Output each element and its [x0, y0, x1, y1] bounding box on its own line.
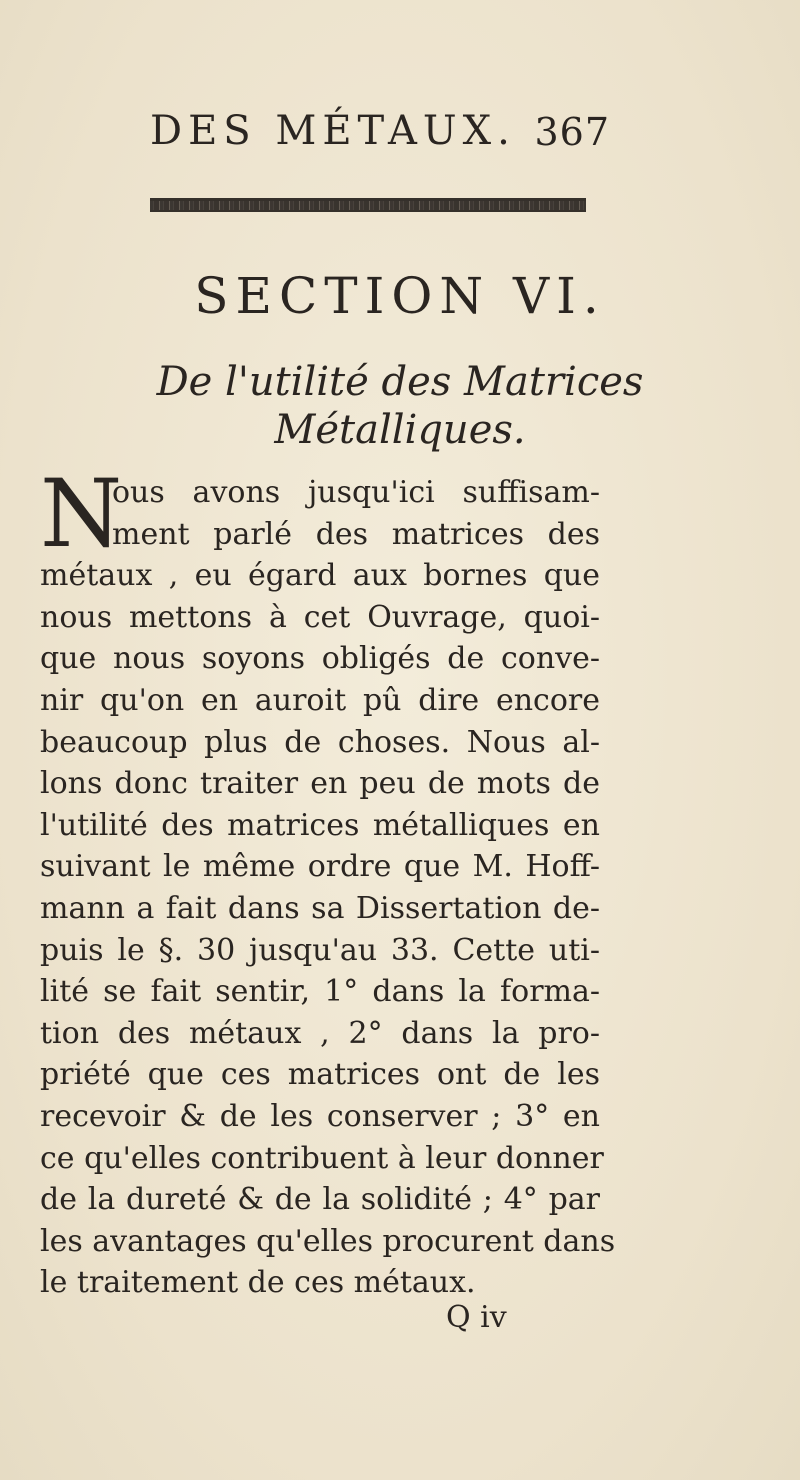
drop-cap: N	[40, 460, 123, 569]
body-line: les avantages qu'elles procurent dans	[40, 1223, 616, 1259]
body-line: suivant le même ordre que M. Hoff-	[40, 849, 600, 885]
body-line: de la dureté & de la solidité ; 4° par	[40, 1182, 600, 1218]
body-line: l'utilité des matrices métalliques en	[40, 807, 600, 843]
body-line: tion des métaux , 2° dans la pro-	[40, 1015, 600, 1051]
section-subtitle-line2: Métalliques.	[274, 407, 526, 453]
ornamental-rule	[150, 198, 586, 212]
body-line: beaucoup plus de choses. Nous al-	[40, 724, 600, 760]
page-number: 367	[534, 110, 610, 154]
section-title: SECTION VI.	[194, 267, 606, 325]
body-line: lons donc traiter en peu de mots de	[40, 766, 600, 802]
body-line: que nous soyons obligés de conve-	[40, 641, 600, 677]
section-subtitle-line1: De l'utilité des Matrices	[156, 359, 644, 405]
body-line: puis le §. 30 jusqu'au 33. Cette uti-	[40, 932, 600, 968]
body-line: lité se fait sentir, 1° dans la forma-	[40, 974, 600, 1010]
body-line: mann a fait dans sa Dissertation de-	[40, 890, 600, 926]
body-line: nir qu'on en auroit pû dire encore	[40, 682, 600, 718]
body-line: le traitement de ces métaux.	[40, 1265, 476, 1301]
body-line: métaux , eu égard aux bornes que	[40, 558, 600, 594]
body-line: recevoir & de les conserver ; 3° en	[40, 1098, 600, 1134]
body-line: nous mettons à cet Ouvrage, quoi-	[40, 599, 600, 635]
body-line: ment parlé des matrices des	[112, 516, 600, 552]
running-head-title: DES MÉTAUX.	[150, 108, 516, 154]
catchword: Q iv	[446, 1300, 507, 1335]
body-paragraph	[40, 460, 616, 1304]
body-line: ce qu'elles contribuent à leur donner	[40, 1140, 604, 1176]
body-line: ous avons jusqu'ici suffisam-	[112, 475, 600, 510]
body-line: priété que ces matrices ont de les	[40, 1057, 600, 1093]
running-head	[150, 108, 610, 164]
